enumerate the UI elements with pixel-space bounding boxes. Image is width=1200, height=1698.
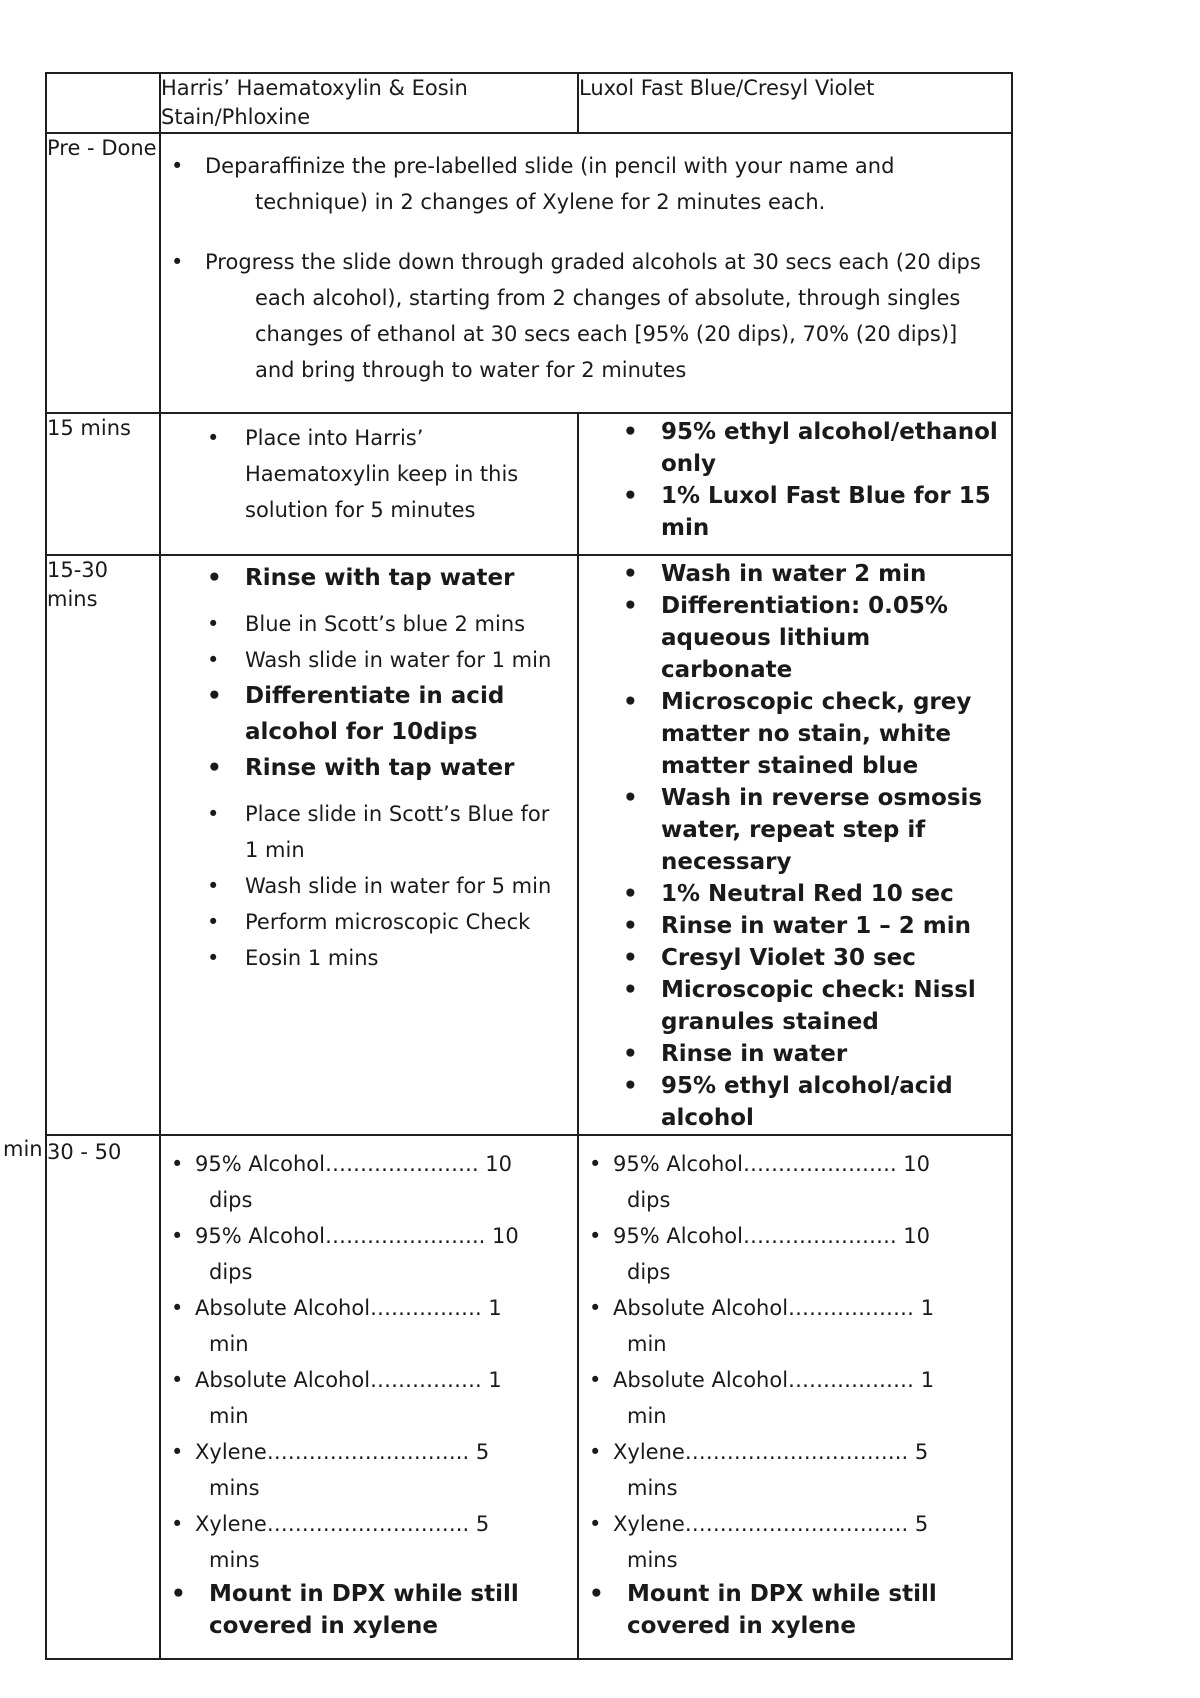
list-item: • Absolute Alcohol……………. 1 min (171, 1290, 571, 1362)
list-item: • Differentiation: 0.05% aqueous lithium carbonate (579, 590, 1011, 686)
list-item: • Place into Harris’ Haematoxylin keep in this solution for 5 minutes (161, 420, 577, 528)
row-30-50 (46, 1135, 1012, 1659)
lfb-steps (578, 1135, 1012, 1659)
list-item: • 1% Neutral Red 10 sec (579, 878, 1011, 910)
list-item: • Cresyl Violet 30 sec (579, 942, 1011, 974)
list-item: • Absolute Alcohol……………. 1 min (171, 1362, 571, 1434)
time-cell: 15-30 mins (46, 555, 160, 1135)
he-steps (160, 1135, 578, 1659)
list-item: • Wash slide in water for 1 min (161, 642, 577, 678)
list-item: • Rinse in water 1 – 2 min (579, 910, 1011, 942)
header-he: Harris’ Haematoxylin & Eosin Stain/Phloxine (160, 73, 578, 133)
list-item: • Wash slide in water for 5 min (161, 868, 577, 904)
list-item: • Rinse with tap water (161, 750, 577, 786)
list-item: • Differentiate in acid alcohol for 10dips (161, 678, 577, 750)
list-item: • Progress the slide down through graded alcohols at 30 secs each (20 dips each alcohol), starting from 2 changes of absolute, through singles changes of ethanol at 30 secs each [95% (20 dips), 70% (20 dips)] and bring through to water for 2 minutes (171, 244, 1001, 388)
list-item: • 95% Alcohol…………………. 10 dips (171, 1146, 571, 1218)
time-cell: 30 - 50 (46, 1135, 160, 1659)
list-item: • 1% Luxol Fast Blue for 15 min (579, 480, 1011, 544)
header-row (46, 73, 1012, 133)
list-item: • Xylene……………………….. 5 mins (171, 1434, 571, 1506)
list-item: • Xylene………………………….. 5 mins (589, 1434, 1005, 1506)
row-15-30-mins (46, 555, 1012, 1135)
margin-note: min (3, 1137, 43, 1161)
list-item: • Xylene………………………….. 5 mins (589, 1506, 1005, 1578)
list-item: • 95% Alcohol…………………. 10 dips (589, 1218, 1005, 1290)
list-item: • Absolute Alcohol……………… 1 min (589, 1362, 1005, 1434)
lfb-steps (578, 413, 1012, 555)
time-cell: Pre - Done (46, 133, 160, 413)
list-item: • Blue in Scott’s blue 2 mins (161, 606, 577, 642)
staining-protocol-table (45, 72, 1013, 1660)
pre-done-steps (160, 133, 1012, 413)
list-item: • Wash in reverse osmosis water, repeat step if necessary (579, 782, 1011, 878)
list-item: • 95% ethyl alcohol/acid alcohol (579, 1070, 1011, 1134)
lfb-steps (578, 555, 1012, 1135)
he-steps (160, 413, 578, 555)
list-item: • Absolute Alcohol……………… 1 min (589, 1290, 1005, 1362)
header-lfb: Luxol Fast Blue/Cresyl Violet (578, 73, 1012, 133)
list-item: • Rinse in water (579, 1038, 1011, 1070)
list-item: • Microscopic check: Nissl granules stained (579, 974, 1011, 1038)
header-time-cell (46, 73, 160, 133)
list-item: • Perform microscopic Check (161, 904, 577, 940)
list-item: • Mount in DPX while still covered in xylene (171, 1578, 571, 1642)
list-item: • Eosin 1 mins (161, 940, 577, 976)
list-item: • 95% Alcohol………………….. 10 dips (171, 1218, 571, 1290)
list-item: • 95% ethyl alcohol/ethanol only (579, 416, 1011, 480)
list-item: • Deparaffinize the pre-labelled slide (in pencil with your name and technique) in 2 changes of Xylene for 2 minutes each. (171, 148, 1001, 220)
list-item: • Microscopic check, grey matter no stain, white matter stained blue (579, 686, 1011, 782)
list-item: • Wash in water 2 min (579, 558, 1011, 590)
row-15-mins (46, 413, 1012, 555)
list-item: • Xylene……………………….. 5 mins (171, 1506, 571, 1578)
time-cell: 15 mins (46, 413, 160, 555)
he-steps (160, 555, 578, 1135)
list-item: • Mount in DPX while still covered in xylene (589, 1578, 1005, 1642)
list-item: • Place slide in Scott’s Blue for 1 min (161, 796, 577, 868)
list-item: • Rinse with tap water (161, 560, 577, 596)
row-pre-done (46, 133, 1012, 413)
list-item: • 95% Alcohol…………………. 10 dips (589, 1146, 1005, 1218)
